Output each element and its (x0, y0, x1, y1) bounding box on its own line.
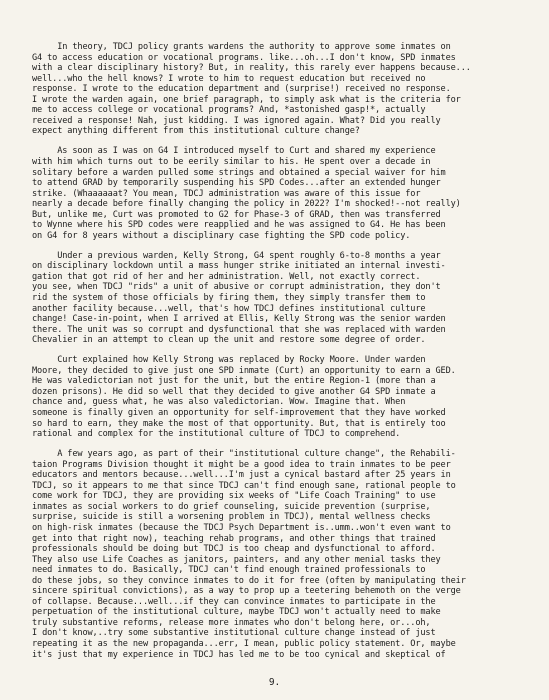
text-line: come work for TDCJ, they are providing six weeks of "Life Coach Training" to use (32, 491, 436, 502)
text-line: nearly a decade before finally changing the policy in 2022? I'm shocked!--not really) (32, 199, 461, 210)
paragraph-education-access (32, 42, 525, 137)
text-line: you see, when TDCJ "rids" a unit of abusive or corrupt administration, they don't (32, 282, 441, 293)
paragraph-valedictorian (32, 355, 525, 439)
text-line: Under a previous warden, Kelly Strong, G4 spent roughly 6-to-8 months a year (32, 250, 441, 261)
text-line: educators and mentors because...well...I'm just a cynical bastard after 25 years in (32, 470, 451, 481)
text-line: truly substantive reforms, release more inmates who don't belong here, or...oh, (32, 617, 431, 628)
text-line: sincere spiritual convictions), as a way to prop up a teetering behemoth on the verge (32, 586, 461, 597)
text-line: Chevalier in an attempt to clean up the unit and restore some degree of order. (32, 335, 426, 346)
text-line: another facility because...well, that's how TDCJ defines institutional culture (32, 303, 426, 314)
text-line: G4 to access education or vocational programs. like...oh...I don't know, SPD inmates (32, 52, 456, 63)
text-line: so hard to earn, they make the most of that opportunity. But, that is entirely too (32, 418, 446, 429)
text-line: In theory, TDCJ policy grants wardens the authority to approve some inmates on (32, 42, 451, 52)
text-line: solitary before a warden pulled some strings and obtained a special waiver for him (32, 167, 446, 178)
paragraph-curt-experience (32, 146, 525, 241)
text-line: on G4 for 8 years without a disciplinary case fighting the SPD code policy. (32, 230, 411, 241)
text-line: TDCJ, so it appears to me that since TDCJ can't find enough sane, rational people to (32, 480, 456, 491)
text-line: need inmates to do. Basically, TDCJ can't find enough trained professionals to (32, 565, 426, 576)
text-line: change! Case-in-point, when I arrived at Ellis, Kelly Strong was the senior warden (32, 314, 446, 325)
text-line: inmates as social workers to do grief counseling, suicide prevention (surprise, (32, 501, 431, 512)
text-line: it's just that my experience in TDCJ has led me to be too cynical and skeptical of (32, 649, 446, 660)
text-line: to Wynne where his SPD codes were reapplied and he was assigned to G4. He has been (32, 220, 446, 231)
text-line: rational and complex for the institutional culture of TDCJ to comprehend. (32, 429, 401, 440)
text-line: do these jobs, so they convince inmates to do it for free (often by manipulating their (32, 575, 466, 586)
text-line: taion Programs Division thought it might be a good idea to train inmates to be peer (32, 459, 451, 470)
letter-body (32, 42, 525, 660)
text-line: perpetuation of the institutional culture, maybe TDCJ won't actually need to make (32, 607, 441, 618)
text-line: I don't know,..try some substantive institutional culture change instead of just (32, 628, 436, 639)
text-line: there. The unit was so corrupt and dysfunctional that she was replaced with warden (32, 324, 446, 335)
text-line: He was valedictorian not just for the unit, but the entire Region-1 (more than a (32, 376, 436, 387)
text-line: expect anything different from this institutional culture change? (32, 126, 360, 137)
text-line: well...who the hell knows? I wrote to him to request education but received no (32, 73, 426, 84)
text-line: rid the system of those officials by firing them, they simply transfer them to (32, 293, 426, 304)
text-line: strike. (Whaaaaaat? You mean, TDCJ administration was aware of this issue for (32, 188, 421, 199)
text-line: A few years ago, as part of their "institutional culture change", the Rehabili- (32, 449, 456, 460)
text-line: repeating it as the new propaganda...err, I mean, public policy statement. Or, maybe (32, 638, 456, 649)
text-line: dozen prisons). He did so well that they decided to give another G4 SPD inmate a (32, 386, 436, 397)
text-line: Moore, they decided to give just one SPD inmate (Curt) an opportunity to earn a GED. (32, 365, 456, 376)
text-line: with a clear disciplinary history? But, in reality, this rarely ever happens because... (32, 63, 471, 74)
text-line: on disciplinary lockdown until a mass hunger strike initiated an internal investi- (32, 261, 446, 272)
text-line: me to access college or vocational programs? And, *astonished gasp!*, actually (32, 105, 426, 116)
paragraph-previous-warden (32, 251, 525, 346)
text-line: Curt explained how Kelly Strong was replaced by Rocky Moore. Under warden (32, 355, 426, 366)
text-line: They also use Life Coaches as janitors, painters, and any other menial tasks they (32, 554, 441, 565)
text-line: on high-risk inmates (because the TDCJ Psych Department is..umm..won't even want to (32, 522, 451, 533)
text-line: someone is finally given an opportunity for self-improvement that they have worked (32, 408, 446, 418)
text-line: surprise, suicide is still a worsening problem in TDCJ), mental wellness checks (32, 512, 431, 523)
text-line: of collapse. Because...well...if they can convince inmates to participate in the (32, 596, 436, 607)
text-line: professionals should be doing but TDCJ is too cheap and dysfunctional to afford. (32, 544, 436, 555)
text-line: I wrote the warden again, one brief paragraph, to simply ask what is the criteria for (32, 94, 461, 105)
page-number: 9. (268, 677, 281, 688)
text-line: with him which turns out to be eerily similar to his. He spent over a decade in (32, 156, 431, 167)
text-line: to attend GRAD by temporarily suspending his SPD Codes...after an extended hunger (32, 178, 441, 189)
paragraph-life-coach (32, 449, 525, 660)
text-line: response. I wrote to the education department and (surprise!) received no response. (32, 84, 451, 95)
text-line: received a response! Nah, just kidding. I was ignored again. What? Did you really (32, 115, 441, 126)
text-line: As soon as I was on G4 I introduced myself to Curt and shared my experience (32, 146, 436, 157)
text-line: get into that right now), teaching rehab programs, and other things that trained (32, 533, 436, 544)
text-line: gation that got rid of her and her administration. Well, not exactly correct. (32, 271, 421, 282)
text-line: chance and, guess what, he was also valedictorian. Wow. Imagine that. When (32, 397, 406, 408)
text-line: But, unlike me, Curt was promoted to G2 for Phase-3 of GRAD, then was transferred (32, 209, 441, 220)
